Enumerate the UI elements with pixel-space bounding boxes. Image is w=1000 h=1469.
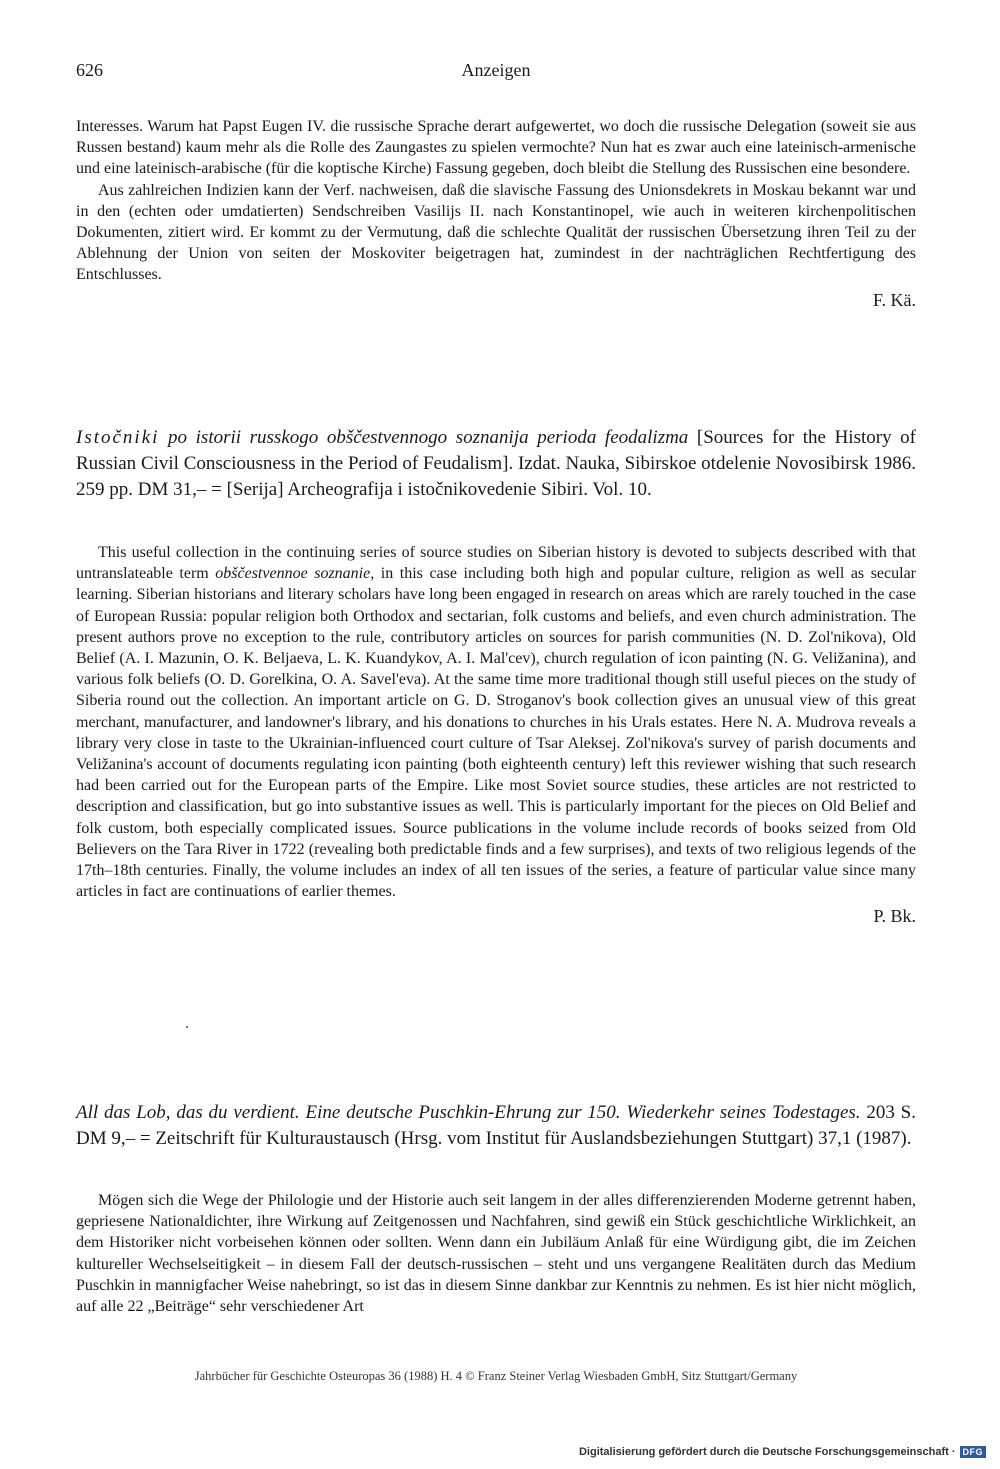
running-title: Anzeigen (461, 60, 531, 80)
review-3 (76, 1100, 916, 1152)
review-2-body-before: This useful collection in the continuing series of source studies on Siberian history is devoted to subjects described with that untranslateable term (76, 544, 916, 583)
review-2 (76, 425, 916, 503)
review-2-paragraph (76, 542, 916, 902)
review-3-title-italic: All das Lob, das du verdient. Eine deutsche Puschkin-Ehrung zur 150. Wiederkehr seines Todestages. (76, 1102, 861, 1123)
dfg-logo: DFG (960, 1446, 987, 1458)
review-1-signature: F. Kä. (872, 289, 916, 310)
review-2-body-after: in this case including both high and popular culture, religion as well as secular learning. Siberian historians and literary scholars have long been engaged in research on areas which are rarely touched in the case of European Russia: popular religion both Orthodox and sectarian, folk customs and beliefs, and even church administration. The present authors prove no exception to the rule, contributory articles on sources for parish communities (N. D. Zol'nikova), Old Belief (A. I. Mazunin, O. K. Beljaeva, L. K. Kuandykov, A. I. Mal'cev), church regulation of icon painting (N. G. Veližanina), and various folk beliefs (O. D. Gorelkina, O. A. Savel'eva). At the same time more traditional though still useful pieces on the study of Siberia round out the collection. An important article on G. D. Stroganov's book collection gives an unusual view of this great merchant, manufacturer, and landowner's library, and his donations to churches in his Urals estates. Here N. A. Mudrova reveals a library very close in taste to the Ukrainian-influenced court culture of Tsar Aleksej. Zol'nikova's survey of parish documents and Veližanina's account of documents regulating icon painting (both eighteenth century) left this reviewer wishing that such research had been carried out for the European parts of the Empire. Like most Soviet source studies, these articles are not restricted to description and classification, but go into substantive issues as well. This is particularly important for the pieces on Old Belief and folk custom, both especially complicated issues. Source publications in the volume include records of books seized from Old Believers on the Tara River in 1722 (revealing both predictable finds and a few surprises), and texts of two religious legends of the 17th–18th centuries. Finally, the volume includes an index of all ten issues of the series, a feature of particular value since many articles in fact are continuations of earlier themes. (76, 565, 917, 901)
review-1 (76, 116, 916, 311)
review-3-paragraph: Mögen sich die Wege der Philologie und der Historie auch seit langem in der alles differenzierenden Moderne getrennt haben, gepriesene Nationaldichter, ihre Wirkung auf Zeitgenossen und Nachfahren, sind gewiß ein Stück geschichtliche Wirklichkeit, an dem Historiker nicht vorbeisehen können oder sollten. Wenn dann ein Jubiläum Anlaß für eine Würdigung gibt, die im Zeichen kultureller Wechselseitigkeit – in diesem Fall der deutsch-russischen – steht und uns vergangene Realitäten durch das Medium Puschkin in mannigfacher Weise nahebringt, so ist das in diesem Sinne dankbar zur Kenntnis zu nehmen. Es ist hier nicht möglich, auf alle 22 „Beiträge“ sehr verschiedener Art (76, 1192, 916, 1316)
digitization-text: Digitalisierung gefördert durch die Deutsche Forschungsgemeinschaft · (578, 1446, 956, 1458)
review-3-title (76, 1100, 916, 1152)
digitization-credit (579, 1446, 986, 1458)
review-1-continuation: Interesses. Warum hat Papst Eugen IV. die russische Sprache derart aufgewertet, wo doch die russische Delegation (soweit sie aus Russen bestand) kaum mehr als die Rolle des Zaungastes zu spielen vermochte? Nun hat es zwar auch eine lateinisch-armenische und eine lateinisch-arabische (für die koptische Kirche) Fassung gegeben, doch bleibt die Stellung des Russischen eine besondere. (76, 118, 916, 178)
review-2-signature: P. Bk. (873, 906, 916, 927)
scan-speck (186, 1026, 188, 1028)
review-2-body-term: obščestvennoe soznanie, (215, 565, 375, 583)
review-1-paragraph: Aus zahlreichen Indizien kann der Verf. nachweisen, daß die slavische Fassung des Unionsdekrets in Moskau bekannt war und in den (echten oder umdatierten) Sendschreiben Vasilijs II. nach Konstantinopel, wie auch in weiteren kirchenpolitischen Dokumenten, zitiert wird. Er kommt zu der Vermutung, daß die schlechte Qualität der russischen Übersetzung ihren Teil zu der Ablehnung der Union von seiten der Moskoviter beigetragen hat, zumindest in der nachträglichen Rechtfertigung des Entschlusses. (76, 181, 916, 284)
review-2-title-spaced: Istočniki (76, 427, 160, 448)
review-2-body (76, 542, 916, 927)
page-number: 626 (76, 60, 103, 80)
journal-citation: Jahrbücher für Geschichte Osteuropas 36 (1988) H. 4 © Franz Steiner Verlag Wiesbaden GmbH, Sitz Stuttgart/Germany (194, 1369, 798, 1383)
review-2-title-rest: [Sources for the History of Russian Civil Consciousness in the Period of Feudalism]. Izdat. Nauka, Sibirskoe otdelenie Novosibirsk 1986. 259 pp. DM 31,– = [Serija] Archeografija i istočnikovedenie Sibiri. Vol. 10. (76, 427, 916, 500)
review-2-title-italic: po istorii russkogo obščestvennogo soznanija perioda feodalizma (159, 427, 689, 448)
page-header (76, 60, 916, 88)
review-2-title (76, 425, 916, 503)
review-3-title-rest: 203 S. DM 9,– = Zeitschrift für Kulturaustausch (Hrsg. vom Institut für Auslandsbeziehungen Stuttgart) 37,1 (1987). (76, 1102, 916, 1149)
review-3-body (76, 1190, 916, 1317)
